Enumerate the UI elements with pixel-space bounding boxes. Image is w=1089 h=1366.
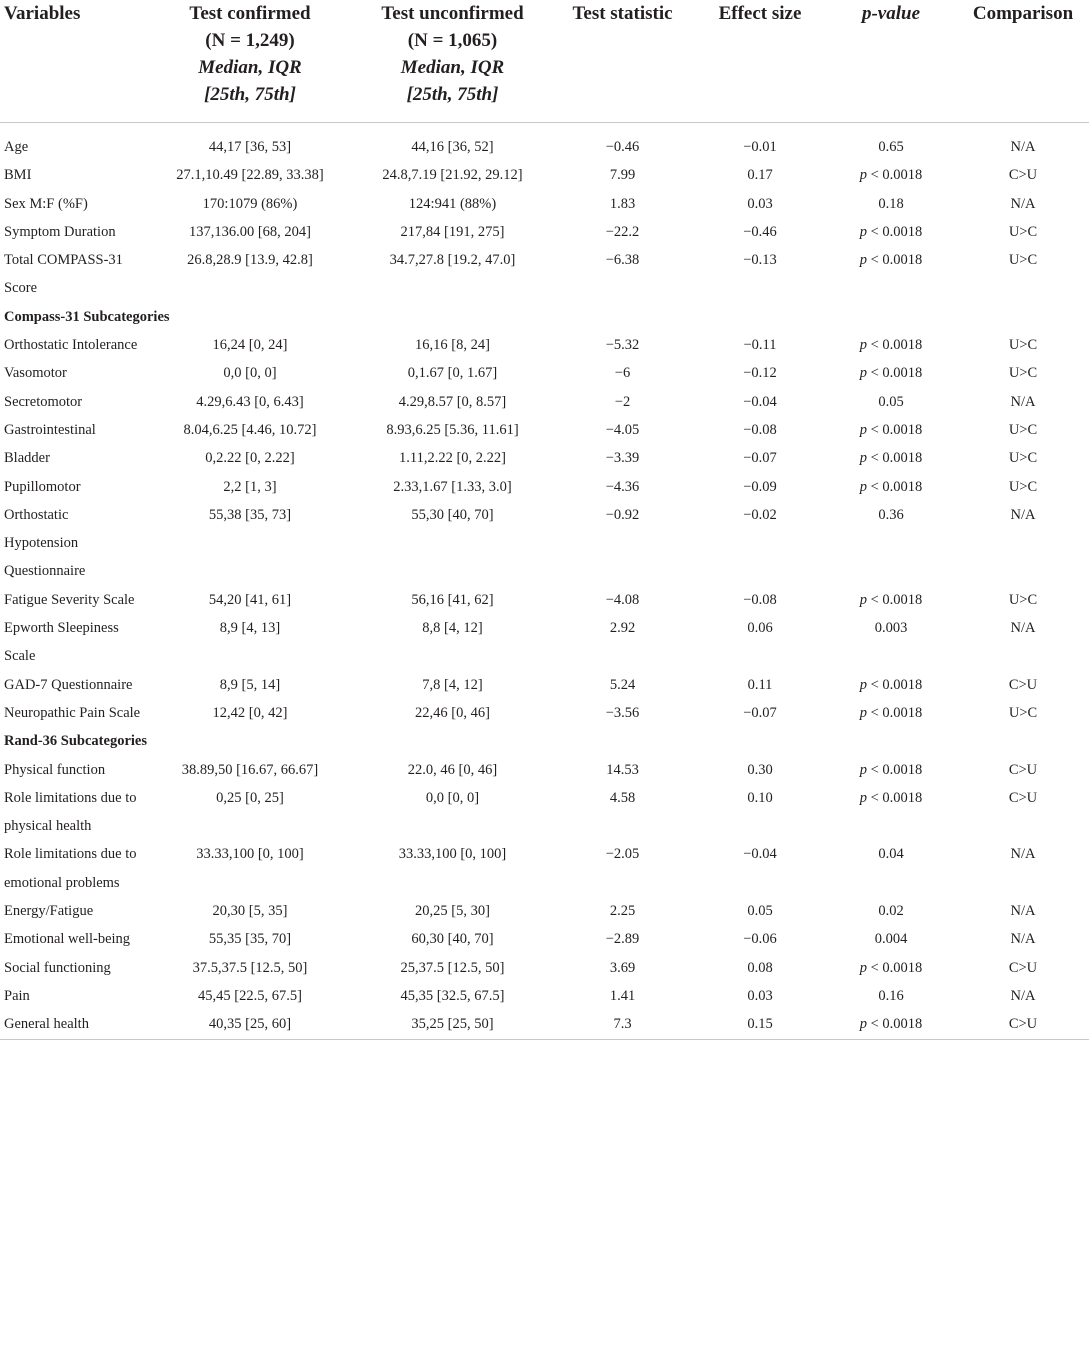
row-label: Physical function [4, 761, 106, 778]
row-label: Pain [4, 987, 30, 1004]
row-label: Sex M:F (%F) [4, 195, 88, 212]
cell-confirmed: 54,20 [41, 61] [208, 591, 292, 608]
row-label: Role limitations due to physical health [4, 789, 137, 835]
header-confirmed-median: Median, IQR [198, 57, 302, 78]
cell-effect-size: −0.08 [743, 421, 777, 438]
header-confirmed-iqr: [25th, 75th] [204, 84, 296, 105]
cell-p-value: 0.003 [874, 620, 908, 637]
header-unconfirmed-n: (N = 1,065) [407, 30, 498, 51]
cell-confirmed: 170:1079 (86%) [202, 195, 298, 212]
cell-p-value: p < 0.0018 [859, 252, 923, 269]
header-confirmed-title: Test confirmed [189, 3, 311, 24]
cell-comparison: U>C [1008, 421, 1038, 438]
cell-effect-size: −0.01 [743, 139, 777, 155]
table-row [0, 1010, 1089, 1039]
cell-p-value: 0.36 [878, 506, 904, 523]
row-label: BMI [4, 167, 32, 184]
header-test-unconfirmed [355, 0, 550, 123]
cell-comparison: U>C [1008, 704, 1038, 721]
header-effect-size: Effect size [695, 0, 825, 123]
cell-test-statistic: 7.3 [550, 1010, 695, 1039]
table-row [0, 133, 1089, 161]
cell-effect-size: 0.10 [747, 789, 773, 806]
section-title: Rand-36 Subcategories [4, 733, 147, 750]
cell-unconfirmed: 35,25 [25, 50] [355, 1010, 550, 1039]
cell-test-statistic: −3.56 [605, 704, 640, 721]
cell-unconfirmed: 0,1.67 [0, 1.67] [407, 365, 498, 382]
row-label: Symptom Duration [4, 223, 116, 240]
cell-test-statistic: 5.24 [609, 676, 636, 693]
cell-comparison: U>C [1008, 591, 1038, 608]
cell-unconfirmed: 25,37.5 [12.5, 50] [400, 959, 505, 976]
header-variables: Variables [0, 0, 145, 123]
cell-unconfirmed: 0,0 [0, 0] [425, 789, 480, 806]
cell-unconfirmed: 56,16 [41, 62] [411, 591, 494, 608]
cell-effect-size: 0.06 [747, 620, 773, 637]
cell-p-value: p < 0.0018 [859, 223, 923, 240]
cell-confirmed: 38.89,50 [16.67, 66.67] [181, 761, 319, 778]
cell-p-value: p < 0.0018 [859, 761, 923, 778]
cell-test-statistic: −0.92 [605, 506, 640, 523]
row-label: Role limitations due to emotional problems [4, 846, 137, 891]
cell-confirmed: 37.5,37.5 [12.5, 50] [192, 959, 308, 976]
table-row [0, 161, 1089, 189]
table-row [0, 218, 1089, 246]
cell-comparison: U>C [1008, 450, 1038, 467]
cell-unconfirmed: 44,16 [36, 52] [411, 139, 494, 155]
cell-comparison: C>U [1008, 676, 1038, 693]
row-label: Total COMPASS-31 Score [4, 252, 123, 297]
cell-effect-size: 0.05 [747, 903, 773, 920]
cell-unconfirmed: 55,30 [40, 70] [411, 506, 494, 523]
row-label: Secretomotor [4, 393, 83, 410]
row-label: Epworth Sleepiness Scale [4, 620, 119, 665]
cell-unconfirmed: 22.0, 46 [0, 46] [407, 761, 498, 778]
cell-effect-size: 0.03 [747, 987, 773, 1004]
header-comparison: Comparison [957, 0, 1089, 123]
cell-p-value: p < 0.0018 [859, 450, 923, 467]
table-row [0, 331, 1089, 359]
cell-comparison: N/A [1010, 931, 1036, 948]
cell-p-value: 0.04 [878, 846, 904, 863]
cell-comparison: U>C [1008, 223, 1038, 240]
cell-comparison: C>U [1008, 959, 1038, 976]
cell-comparison: N/A [1010, 846, 1036, 863]
cell-comparison: N/A [1010, 903, 1036, 920]
cell-effect-size: −0.12 [743, 365, 777, 382]
cell-unconfirmed: 34.7,27.8 [19.2, 47.0] [389, 252, 516, 269]
table-row [0, 359, 1089, 387]
cell-comparison: U>C [1008, 252, 1038, 269]
cell-test-statistic: −6.38 [605, 252, 640, 269]
cell-unconfirmed: 4.29,8.57 [0, 8.57] [398, 393, 507, 410]
cell-effect-size: −0.46 [743, 223, 777, 240]
cell-test-statistic: −6 [614, 365, 631, 382]
table-row [0, 388, 1089, 416]
cell-unconfirmed: 8,8 [4, 12] [422, 620, 483, 637]
cell-test-statistic: −5.32 [605, 337, 640, 354]
header-confirmed-n: (N = 1,249) [205, 30, 295, 51]
cell-test-statistic: −4.05 [605, 421, 640, 438]
cell-confirmed: 55,38 [35, 73] [208, 506, 292, 523]
table-row [0, 784, 1089, 841]
header-unconfirmed-iqr: [25th, 75th] [406, 84, 499, 105]
cell-test-statistic: 7.99 [609, 167, 636, 184]
cell-effect-size: −0.02 [743, 506, 777, 523]
cell-p-value: 0.02 [878, 903, 904, 920]
table-row [0, 473, 1089, 501]
cell-comparison: N/A [1010, 195, 1036, 212]
cell-effect-size: −0.06 [743, 931, 777, 948]
cell-effect-size: 0.15 [695, 1010, 825, 1039]
cell-p-value: 0.16 [878, 987, 904, 1004]
table-row [0, 444, 1089, 472]
table-row [0, 954, 1089, 982]
cell-confirmed: 0,2.22 [0, 2.22] [205, 450, 295, 467]
cell-test-statistic: 1.83 [609, 195, 636, 212]
cell-test-statistic: −2.05 [605, 846, 640, 863]
section-title: Compass-31 Subcategories [4, 308, 170, 325]
cell-test-statistic: −22.2 [605, 223, 640, 240]
cell-unconfirmed: 2.33,1.67 [1.33, 3.0] [393, 478, 512, 495]
cell-confirmed: 55,35 [35, 70] [208, 931, 292, 948]
cell-effect-size: −0.09 [743, 478, 777, 495]
cell-confirmed: 27.1,10.49 [22.89, 33.38] [176, 167, 324, 184]
cell-confirmed: 12,42 [0, 42] [212, 704, 288, 721]
cell-p-value: 0.004 [874, 931, 908, 948]
cell-test-statistic: 4.58 [609, 789, 636, 806]
cell-effect-size: −0.04 [743, 393, 777, 410]
cell-effect-size: −0.04 [743, 846, 777, 863]
cell-test-statistic: −2.89 [605, 931, 640, 948]
cell-confirmed: 4.29,6.43 [0, 6.43] [196, 393, 304, 410]
cell-p-value: p < 0.0018 [859, 478, 923, 495]
row-label: GAD-7 Questionnaire [4, 676, 133, 693]
cell-comparison: C>U [1008, 761, 1038, 778]
cell-confirmed: 33.33,100 [0, 100] [196, 846, 304, 863]
header-unconfirmed-median: Median, IQR [400, 57, 505, 78]
cell-p-value: p < 0.0018 [859, 421, 923, 438]
cell-confirmed: 8,9 [5, 14] [219, 676, 281, 693]
table-row [0, 416, 1089, 444]
row-label: Energy/Fatigue [4, 903, 94, 920]
cell-p-value: p < 0.0018 [859, 789, 923, 806]
header-unconfirmed-title: Test unconfirmed [381, 3, 524, 24]
cell-unconfirmed: 33.33,100 [0, 100] [398, 846, 507, 863]
row-label: Emotional well-being [4, 931, 131, 948]
cell-effect-size: −0.08 [743, 591, 777, 608]
cell-test-statistic: 1.41 [609, 987, 636, 1004]
cell-unconfirmed: 7,8 [4, 12] [422, 676, 483, 693]
cell-p-value: p < 0.0018 [859, 704, 923, 721]
cell-unconfirmed: 1.11,2.22 [0, 2.22] [399, 450, 506, 467]
table-row [0, 614, 1089, 671]
cell-unconfirmed: 22,46 [0, 46] [415, 704, 490, 721]
cell-test-statistic: 2.92 [609, 620, 636, 637]
cell-test-statistic: 3.69 [609, 959, 636, 976]
cell-comparison: C>U [1008, 789, 1038, 806]
cell-confirmed: 44,17 [36, 53] [208, 139, 292, 155]
cell-comparison: C>U [1008, 167, 1038, 184]
cell-comparison: U>C [1008, 365, 1038, 382]
cell-confirmed: 45,45 [22.5, 67.5] [198, 987, 302, 1004]
row-label: Fatigue Severity Scale [4, 591, 135, 608]
row-label: Orthostatic Hypotension Questionnaire [4, 506, 86, 580]
cell-confirmed: 40,35 [25, 60] [145, 1010, 355, 1039]
cell-test-statistic: −4.08 [605, 591, 640, 608]
section-heading-compass [0, 303, 1089, 331]
cell-confirmed: 26.8,28.9 [13.9, 42.8] [187, 252, 313, 269]
cell-p-value: 0.05 [878, 393, 904, 410]
table-row [0, 246, 1089, 303]
row-label: Age [4, 139, 29, 155]
cell-unconfirmed: 20,25 [5, 30] [415, 903, 490, 920]
cell-p-value: p < 0.0018 [859, 365, 923, 382]
table-row [0, 699, 1089, 727]
cell-comparison: N/A [1010, 139, 1036, 155]
cell-comparison: N/A [1010, 987, 1036, 1004]
cell-effect-size: −0.13 [743, 252, 777, 269]
cell-p-value: 0.65 [878, 139, 904, 155]
cell-unconfirmed: 8.93,6.25 [5.36, 11.61] [386, 421, 519, 438]
cell-effect-size: −0.07 [743, 450, 777, 467]
cell-effect-size: −0.11 [743, 337, 777, 354]
row-label: Neuropathic Pain Scale [4, 704, 141, 721]
cell-effect-size: 0.08 [747, 959, 773, 976]
cell-p-value: p < 0.0018 [859, 337, 923, 354]
table-row [0, 671, 1089, 699]
cell-unconfirmed: 16,16 [8, 24] [415, 337, 490, 354]
cell-p-value: p < 0.0018 [859, 591, 923, 608]
row-label: Pupillomotor [4, 478, 81, 495]
row-label: Orthostatic Intolerance [4, 337, 138, 354]
row-label: Social functioning [4, 959, 111, 976]
table-row [0, 190, 1089, 218]
cell-p-value: p < 0.0018 [825, 1010, 957, 1039]
cell-effect-size: 0.30 [747, 761, 773, 778]
cell-test-statistic: 2.25 [609, 903, 636, 920]
cell-comparison: N/A [1010, 506, 1036, 523]
table-row [0, 897, 1089, 925]
row-label: Bladder [4, 450, 50, 467]
cell-effect-size: −0.07 [743, 704, 777, 721]
table-row [0, 586, 1089, 614]
cell-unconfirmed: 24.8,7.19 [21.92, 29.12] [382, 167, 523, 184]
cell-confirmed: 20,30 [5, 35] [212, 903, 288, 920]
header-p-value-text: p-value [861, 3, 921, 24]
cell-test-statistic: −2 [614, 393, 631, 410]
cell-comparison: N/A [1010, 393, 1036, 410]
cell-unconfirmed: 45,35 [32.5, 67.5] [400, 987, 505, 1004]
cell-unconfirmed: 60,30 [40, 70] [411, 931, 494, 948]
cell-p-value: 0.18 [878, 195, 904, 212]
cell-p-value: p < 0.0018 [859, 959, 923, 976]
row-label: General health [0, 1010, 145, 1039]
table-row [0, 840, 1089, 897]
table-body [0, 123, 1089, 1040]
table-header [0, 0, 1089, 123]
cell-effect-size: 0.17 [747, 167, 773, 184]
row-label: Gastrointestinal [4, 421, 96, 438]
cell-test-statistic: −4.36 [605, 478, 640, 495]
cell-comparison: C>U [957, 1010, 1089, 1039]
cell-confirmed: 0,25 [0, 25] [216, 789, 284, 806]
header-p-value [825, 0, 957, 123]
cell-confirmed: 137,136.00 [68, 204] [188, 223, 312, 240]
cell-test-statistic: −0.46 [605, 139, 640, 155]
cell-comparison: N/A [1010, 620, 1036, 637]
table-row [0, 982, 1089, 1010]
cell-confirmed: 8,9 [4, 13] [219, 620, 281, 637]
cell-effect-size: 0.03 [747, 195, 773, 212]
cell-confirmed: 2,2 [1, 3] [223, 478, 277, 495]
cell-p-value: p < 0.0018 [859, 167, 923, 184]
cell-test-statistic: −3.39 [605, 450, 640, 467]
cell-p-value: p < 0.0018 [859, 676, 923, 693]
header-test-confirmed [145, 0, 355, 123]
cell-confirmed: 16,24 [0, 24] [212, 337, 288, 354]
table-row [0, 501, 1089, 586]
section-heading-rand [0, 727, 1089, 755]
table-row [0, 756, 1089, 784]
table-row [0, 925, 1089, 953]
cell-confirmed: 0,0 [0, 0] [223, 365, 277, 382]
cell-test-statistic: 14.53 [606, 761, 639, 778]
cell-comparison: U>C [1008, 478, 1038, 495]
cell-unconfirmed: 217,84 [191, 275] [400, 223, 505, 240]
cell-effect-size: 0.11 [747, 676, 773, 693]
header-test-statistic: Test statistic [550, 0, 695, 123]
row-label: Vasomotor [4, 365, 67, 382]
cell-unconfirmed: 124:941 (88%) [408, 195, 497, 212]
cell-comparison: U>C [1008, 337, 1038, 354]
cell-confirmed: 8.04,6.25 [4.46, 10.72] [183, 421, 317, 438]
